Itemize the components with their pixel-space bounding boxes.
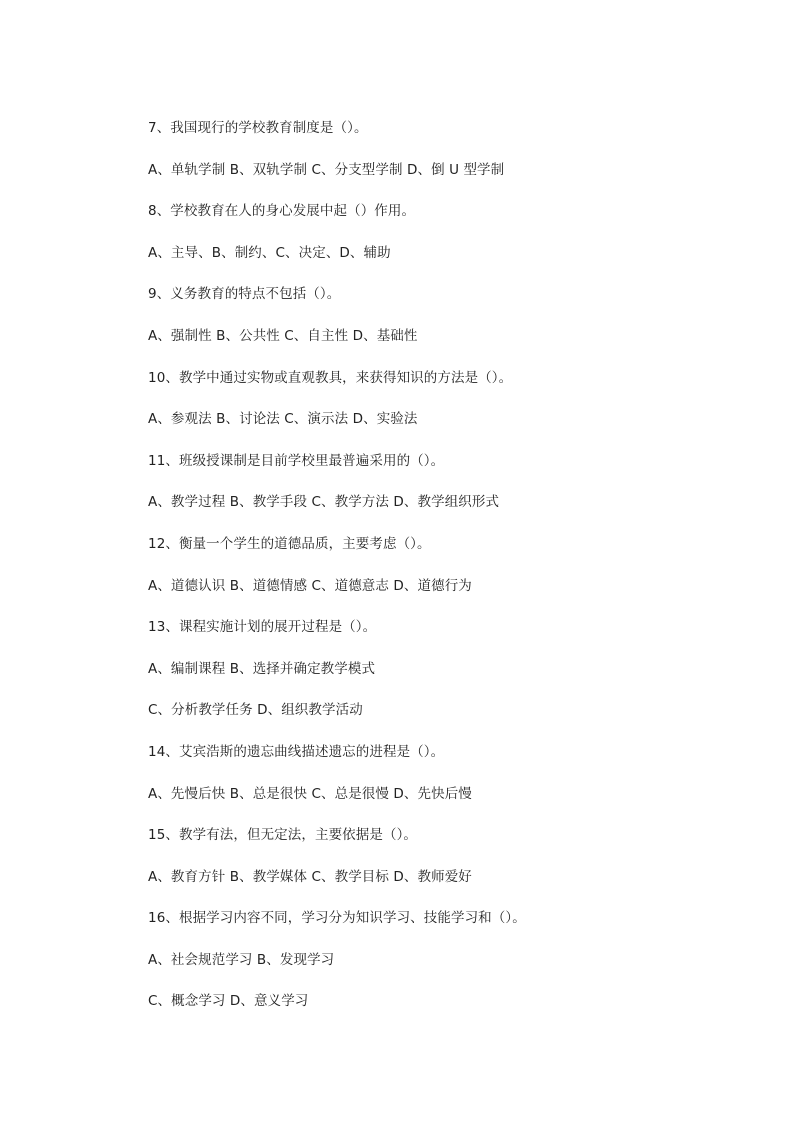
question-16-options-cd: C、概念学习 D、意义学习	[148, 993, 309, 1010]
question-7: 7、我国现行的学校教育制度是（）。	[148, 120, 368, 136]
question-16-options-ab: A、社会规范学习 B、发现学习	[148, 951, 335, 968]
question-16: 16、根据学习内容不同，学习分为知识学习、技能学习和（）。	[148, 910, 526, 927]
question-12-options: A、道德认识 B、道德情感 C、道德意志 D、道德行为	[148, 577, 472, 594]
question-15-options: A、教育方针 B、教学媒体 C、教学目标 D、教师爱好	[148, 868, 472, 885]
question-9-options: A、强制性 B、公共性 C、自主性 D、基础性	[148, 327, 418, 344]
question-11: 11、班级授课制是目前学校里最普遍采用的（）。	[148, 452, 445, 469]
question-14: 14、艾宾浩斯的遗忘曲线描述遗忘的进程是（）。	[148, 743, 445, 760]
question-15: 15、教学有法，但无定法，主要依据是（）。	[148, 827, 418, 844]
question-13-options-cd: C、分析教学任务 D、组织教学活动	[148, 702, 363, 719]
question-10: 10、教学中通过实物或直观教具，来获得知识的方法是（）。	[148, 369, 513, 386]
question-11-options: A、教学过程 B、教学手段 C、教学方法 D、教学组织形式	[148, 494, 500, 511]
question-7-options: A、单轨学制 B、双轨学制 C、分支型学制 D、倒 U 型学制	[148, 161, 505, 178]
question-8-options: A、主导、B、制约、C、决定、D、辅助	[148, 244, 391, 261]
question-14-options: A、先慢后快 B、总是很快 C、总是很慢 D、先快后慢	[148, 785, 472, 802]
question-12: 12、衡量一个学生的道德品质，主要考虑（）。	[148, 535, 431, 552]
question-13-options-ab: A、编制课程 B、选择并确定教学模式	[148, 660, 376, 677]
question-list	[148, 118, 748, 1033]
question-13: 13、课程实施计划的展开过程是（）。	[148, 619, 377, 636]
question-10-options: A、参观法 B、讨论法 C、演示法 D、实验法	[148, 411, 418, 428]
question-8: 8、学校教育在人的身心发展中起（）作用。	[148, 203, 416, 220]
question-9: 9、义务教育的特点不包括（）。	[148, 286, 341, 303]
